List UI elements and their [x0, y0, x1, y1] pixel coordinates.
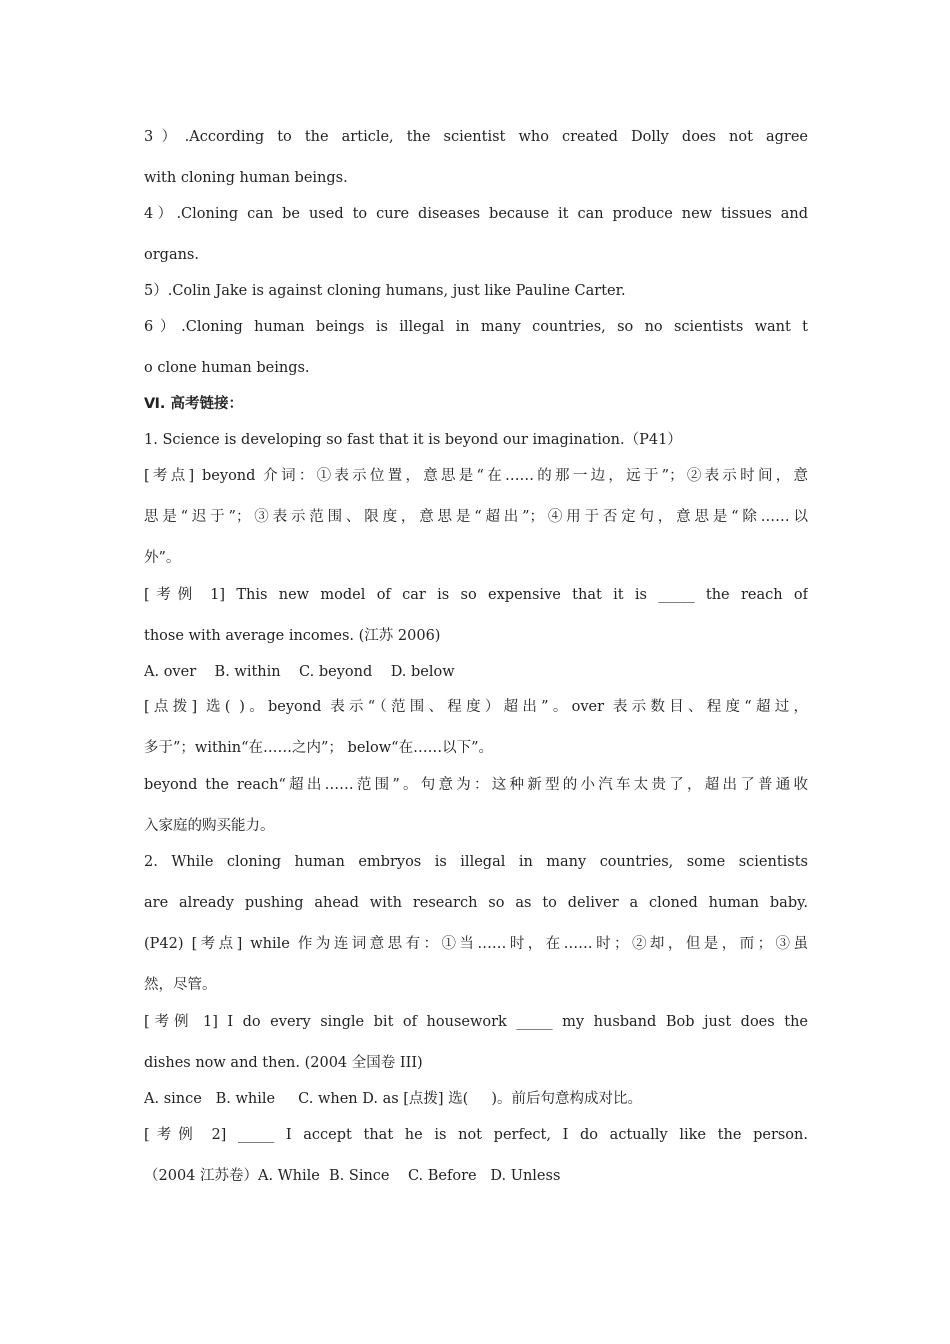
item-1-tip-line-4: 入家庭的购买能力。	[144, 818, 275, 834]
item-1-options: A. over B. within C. beyond D. below	[144, 664, 455, 680]
question-6-line-1: 6）.Cloning human beings is illegal in many countries, so no scientists want t	[144, 319, 808, 335]
item-2-example-2-line-1: [考例 2] _____ I accept that he is not perfect, I do actually like the person.	[144, 1127, 808, 1143]
item-1-example-line-2: those with average incomes. (江苏 2006)	[144, 628, 441, 644]
section-heading: Ⅵ. 高考链接：	[144, 396, 243, 412]
item-2-example-2-line-2: （2004 江苏卷）A. While B. Since C. Before D. Unless	[144, 1168, 561, 1184]
item-1-point-line-3: 外”。	[144, 550, 181, 566]
item-2-line-2: are already pushing ahead with research so as to deliver a cloned human baby.	[144, 895, 808, 911]
question-5-line: 5）.Colin Jake is against cloning humans, just like Pauline Carter.	[144, 283, 626, 299]
question-4-line-1: 4）.Cloning can be used to cure diseases because it can produce new tissues and	[144, 206, 808, 222]
item-1-tip-line-3: beyond the reach“超出……范围”。句意为：这种新型的小汽车太贵了，超出了普通收	[144, 777, 808, 793]
question-6-line-2: o clone human beings.	[144, 360, 310, 376]
item-1-point-line-1: [考点] beyond 介词：①表示位置，意思是“在……的那一边，远于”；②表示时间，意	[144, 468, 808, 484]
item-2-example-1-line-1: [考例 1] I do every single bit of housework _____ my husband Bob just does the	[144, 1014, 808, 1030]
item-1-tip-line-2: 多于”；within“在……之内”； below“在……以下”。	[144, 740, 494, 756]
item-2-example-1-options: A. since B. while C. when D. as [点拨] 选( )。前后句意构成对比。	[144, 1091, 643, 1107]
item-2-line-4: 然，尽管。	[144, 977, 217, 993]
item-1-sentence: 1. Science is developing so fast that it is beyond our imagination.（P41）	[144, 432, 682, 448]
question-4-line-2: organs.	[144, 247, 199, 263]
question-3-line-1: 3）.According to the article, the scientist who created Dolly does not agree	[144, 129, 808, 145]
item-2-line-3: (P42) [考点] while 作为连词意思有：①当……时，在……时；②却，但是，而；③虽	[144, 936, 808, 952]
item-1-tip-line-1: [点拨] 选( )。beyond 表示“（范围、程度）超出”。over 表示数目、程度“超过，	[144, 699, 808, 715]
question-3-line-2: with cloning human beings.	[144, 170, 348, 186]
item-2-line-1: 2. While cloning human embryos is illegal in many countries, some scientists	[144, 854, 808, 870]
item-1-point-line-2: 思是“迟于”；③表示范围、限度，意思是“超出”；④用于否定句，意思是“除……以	[144, 509, 808, 525]
item-1-example-line-1: [考例 1] This new model of car is so expensive that it is _____ the reach of	[144, 587, 808, 603]
item-2-example-1-line-2: dishes now and then. (2004 全国卷 III)	[144, 1055, 423, 1071]
